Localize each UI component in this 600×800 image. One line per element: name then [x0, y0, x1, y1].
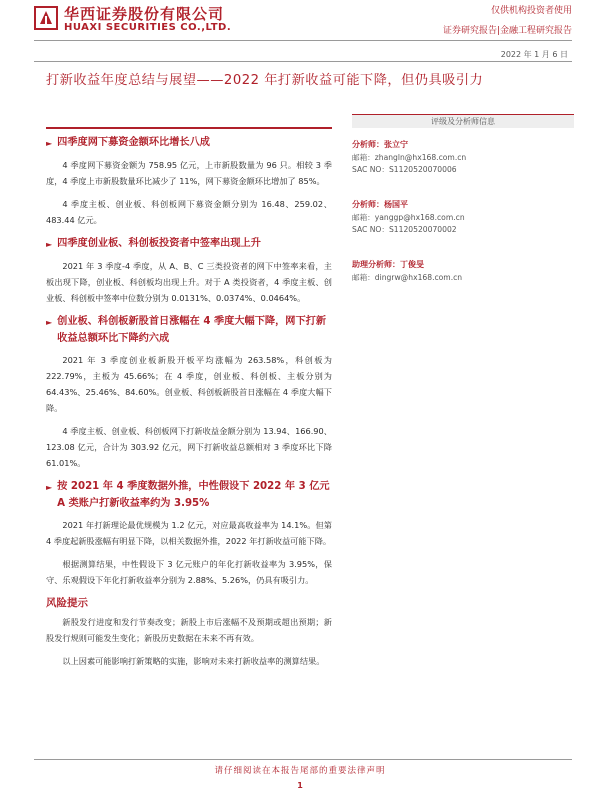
analyst-email[interactable]: 邮箱：dingrw@hx168.com.cn: [352, 273, 463, 282]
summary-column: [46, 130, 332, 676]
risk-paragraph: 新股发行进度和发行节奏改变；新股上市后涨幅不及预期或超出预期；新股发行规则可能发生变化；新股历史数据在未来不再有效。: [46, 617, 332, 643]
analyst-card: [352, 138, 574, 176]
analyst-card: [352, 198, 574, 236]
analyst-sac: SAC NO：S1120520070002: [352, 225, 457, 234]
risk-heading: 风险提示: [46, 597, 88, 609]
section-heading: ► 四季度创业板、科创板投资者中签率出现上升: [46, 235, 332, 253]
analyst-email[interactable]: 邮箱：zhangln@hx168.com.cn: [352, 153, 467, 162]
triangle-bullet-icon: ►: [46, 318, 53, 327]
section-paragraph: 2021 年 3 季度-4 季度，从 A、B、C 三类投资者的网下中签率来看，主板出现下降，创业板、科创板均出现上升。对于 A 类投资者，4 季度主板、创业板、科创板中签率中位数分别为 0.0131%、0.0374%、0.0464%。: [46, 261, 332, 303]
section-paragraph: 2021 年 3 季度创业板新股开板平均涨幅为 263.58%，科创板为 222.79%，主板为 45.66%；在 4 季度，创业板、科创板、主板分别为 64.43%、25.46%、84.60%。创业板、科创板新股首日涨幅在 4 季度大幅下降。: [46, 355, 332, 413]
analyst-card: [352, 258, 574, 284]
analyst-name-line: 分析师：杨国平: [352, 200, 408, 209]
section-paragraph: 2021 年打新理论最优规模为 1.2 亿元，对应最高收益率为 14.1%。但第 4 季度起新股涨幅有明显下降，以相关数据外推，2022 年打新收益可能下降。: [46, 520, 332, 546]
analyst-name-line: 分析师：张立宁: [352, 140, 408, 149]
section-paragraph: 4 季度主板、创业板、科创板网下募资金额分别为 16.48、259.02、483.44 亿元。: [46, 199, 332, 225]
legal-disclaimer: 请仔细阅读在本报告尾部的重要法律声明: [214, 766, 386, 776]
report-title: 打新收益年度总结与展望——2022 年打新收益可能下降，但仍具吸引力: [46, 73, 484, 88]
date-divider: [34, 61, 572, 62]
page-number: 1: [297, 781, 303, 790]
risk-paragraph: 以上因素可能影响打新策略的实施，影响对未来打新收益率的测算结果。: [62, 656, 325, 666]
section-paragraph: 根据测算结果，中性假设下 3 亿元账户的年化打新收益率为 3.95%，保守、乐观假设下年化打新收益率分别为 2.88%、5.26%，仍具有吸引力。: [46, 559, 332, 585]
triangle-bullet-icon: ►: [46, 139, 53, 148]
triangle-bullet-icon: ►: [46, 240, 53, 249]
footer-divider: [34, 759, 572, 760]
section-paragraph: 4 季度网下募资金额为 758.95 亿元，上市新股数量为 96 只。相较 3 季度，4 季度上市新股数量环比减少了 11%，网下募资金额环比增加了 85%。: [46, 160, 332, 186]
analyst-sac: SAC NO：S1120520070006: [352, 165, 457, 174]
huaxi-logo-icon: [34, 6, 58, 30]
analyst-email[interactable]: 邮箱：yanggp@hx168.com.cn: [352, 213, 465, 222]
company-name-en: HUAXI SECURITIES CO.,LTD.: [64, 22, 232, 33]
sidebar-heading: 评级及分析师信息: [352, 114, 574, 128]
company-name-cn: 华西证券股份有限公司: [64, 5, 225, 23]
summary-top-rule: [46, 127, 332, 129]
section-heading: ► 四季度网下募资金额环比增长八成: [46, 134, 332, 152]
section-heading: ► 按 2021 年 4 季度数据外推，中性假设下 2022 年 3 亿元 A 类账户打新收益率约为 3.95%: [46, 478, 332, 512]
analyst-sidebar: [352, 114, 574, 306]
usage-note: 仅供机构投资者使用: [490, 6, 572, 16]
report-date: 2022 年 1 月 6 日: [500, 50, 568, 59]
header-divider: [34, 40, 572, 41]
section-heading: ► 创业板、科创板新股首日涨幅在 4 季度大幅下降，网下打新收益总额环比下降约六成: [46, 313, 332, 347]
triangle-bullet-icon: ►: [46, 483, 53, 492]
section-paragraph: 4 季度主板、创业板、科创板网下打新收益金额分别为 13.94、166.90、123.08 亿元，合计为 303.92 亿元，网下打新收益总额相对 3 季度环比下降 61.01%。: [46, 426, 332, 468]
analyst-name-line: 助理分析师：丁俊旻: [352, 260, 424, 269]
report-type: 证券研究报告|金融工程研究报告: [442, 26, 572, 36]
